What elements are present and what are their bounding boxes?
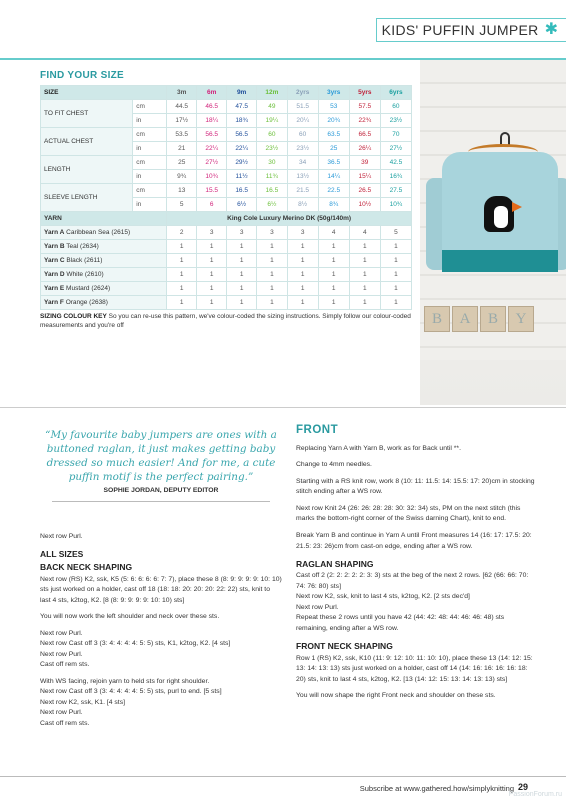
size-value-cell: 20¾ (318, 114, 349, 128)
yarn-row-label (41, 226, 167, 240)
yarn-letter: Yarn B (44, 243, 65, 250)
yarn-row (41, 240, 412, 254)
size-value-cell: 39 (349, 156, 380, 170)
instruction: Break Yarn B and continue in Yarn A until Front measures 14 (16: 17: 17.5: 20: 21.5: 23: 26)cm from cast-on edge, ending after a WS row. (296, 532, 532, 550)
key-text: So you can re-use this pattern, we've colour-coded the sizing instructions. Simply follow our colour-coded measurements and you're off (40, 313, 411, 330)
yarn-qty-cell: 3 (227, 226, 257, 240)
instruction: With WS facing, rejoin yarn to held sts for right shoulder. (40, 677, 210, 685)
size-value-cell: 6 (197, 198, 227, 212)
yarn-qty-cell: 1 (287, 268, 318, 282)
page-number: 29 (517, 782, 528, 792)
size-value-cell: 46.5 (197, 100, 227, 114)
size-table (40, 85, 412, 310)
yarn-letter: Yarn D (44, 271, 65, 278)
yarn-qty-cell: 1 (257, 240, 288, 254)
puffin-belly (494, 206, 508, 228)
yarn-qty-cell: 1 (257, 282, 288, 296)
yarn-qty-cell: 1 (227, 254, 257, 268)
yarn-qty-cell: 1 (167, 296, 197, 310)
instruction: Starting with a RS knit row, work 8 (10: 11: 11.5: 14: 15.5: 17: 20)cm in stocking stitch ending after a WS row. (296, 477, 535, 496)
yarn-qty-cell: 1 (167, 282, 197, 296)
size-row-label: ACTUAL CHEST (41, 128, 133, 156)
size-row (41, 156, 412, 170)
yarn-qty-cell: 1 (257, 296, 288, 310)
find-your-size-heading: FIND YOUR SIZE (40, 70, 125, 81)
yarn-name: King Cole Luxury Merino DK (50g/140m) (167, 212, 412, 226)
instruction: Next row Cast off 3 (3: 4: 4: 4: 4: 5: 5) sts, purl to end. [5 sts] (40, 688, 222, 696)
size-row (41, 100, 412, 114)
size-value-cell: 10¾ (197, 170, 227, 184)
yarn-qty-cell: 1 (197, 254, 227, 268)
size-section (40, 70, 412, 330)
instruction: Next row Purl. (40, 709, 83, 717)
page-title: KIDS' PUFFIN JUMPER (381, 22, 539, 38)
instruction: Next row Purl. (40, 629, 83, 637)
yarn-row (41, 268, 412, 282)
size-value-cell: 22¼ (197, 142, 227, 156)
size-row (41, 128, 412, 142)
size-value-cell: 10½ (349, 198, 380, 212)
key-title: SIZING COLOUR KEY (40, 313, 107, 320)
yarn-row (41, 254, 412, 268)
yarn-qty-cell: 1 (167, 268, 197, 282)
size-value-cell: 60 (380, 100, 411, 114)
size-value-cell: 47.5 (227, 100, 257, 114)
size-value-cell: 57.5 (349, 100, 380, 114)
yarn-qty-cell: 1 (227, 268, 257, 282)
size-value-cell: 60 (257, 128, 288, 142)
page-header (376, 18, 566, 42)
quote-author: SOPHIE JORDAN, DEPUTY EDITOR (103, 487, 219, 495)
yarn-qty-cell: 1 (197, 268, 227, 282)
size-value-cell: 44.5 (167, 100, 197, 114)
size-row-label: LENGTH (41, 156, 133, 184)
unit-cell: in (133, 170, 167, 184)
size-value-cell: 22¼ (227, 142, 257, 156)
yarn-letter: Yarn E (44, 285, 65, 292)
yarn-qty-cell: 1 (380, 254, 411, 268)
size-value-cell: 10¾ (380, 198, 411, 212)
yarn-row-label (41, 268, 167, 282)
yarn-qty-cell: 4 (318, 226, 349, 240)
size-value-cell: 23½ (380, 114, 411, 128)
yarn-qty-cell: 1 (257, 254, 288, 268)
yarn-qty-cell: 1 (257, 268, 288, 282)
yarn-desc: Orange (2638) (65, 299, 108, 306)
right-column (296, 422, 536, 708)
yarn-row-label (41, 282, 167, 296)
unit-cell: cm (133, 156, 167, 170)
yarn-qty-cell: 1 (287, 296, 318, 310)
size-value-cell: 29½ (227, 156, 257, 170)
size-col-9m: 9m (227, 86, 257, 100)
yarn-qty-cell: 4 (349, 226, 380, 240)
size-col-5yrs: 5yrs (349, 86, 380, 100)
block-1: B (424, 306, 450, 332)
size-value-cell: 26¼ (349, 142, 380, 156)
yarn-qty-cell: 1 (349, 296, 380, 310)
yarn-qty-cell: 1 (227, 240, 257, 254)
heading-raglan: RAGLAN SHAPING (296, 559, 374, 570)
size-value-cell: 23½ (257, 142, 288, 156)
footer-rule (0, 776, 566, 777)
yarn-qty-cell: 1 (287, 282, 318, 296)
instruction: Cast off 2 (2: 2: 2: 2: 2: 3: 3) sts at the beg of the next 2 rows. [62 (66: 66: 70: 74: 76: 80) sts] (296, 572, 529, 590)
size-col-2yrs: 2yrs (287, 86, 318, 100)
size-value-cell: 5 (167, 198, 197, 212)
yarn-qty-cell: 1 (349, 268, 380, 282)
yarn-qty-cell: 1 (227, 296, 257, 310)
heading-front-neck: FRONT NECK SHAPING (296, 641, 393, 652)
size-value-cell: 34 (287, 156, 318, 170)
subscribe-link[interactable]: Subscribe at www.gathered.how/simplyknitting (359, 784, 514, 793)
instruction: Next row Purl. (40, 532, 83, 540)
jumper-rib-band (442, 250, 558, 272)
size-value-cell: 27½ (380, 142, 411, 156)
size-value-cell: 17½ (167, 114, 197, 128)
size-value-cell: 30 (257, 156, 288, 170)
instruction: Next row (RS) K2, ssk, K5 (5: 6: 6: 6: 6: 7: 7), place these 8 (8: 9: 9: 9: 9: 10: 10) sts just worked on a holder, cast off 18 (18: 18: 20: 20: 20: 22: 22) sts, knit to last 4 sts, k2tog, K2. [8 (8: 9: 9: 9: 9: 10: 10) sts] (40, 575, 282, 604)
yarn-qty-cell: 1 (318, 296, 349, 310)
unit-cell: cm (133, 100, 167, 114)
size-value-cell: 6½ (227, 198, 257, 212)
size-value-cell: 63.5 (318, 128, 349, 142)
unit-cell: cm (133, 184, 167, 198)
instruction: Row 1 (RS) K2, ssk, K10 (11: 9: 12: 10: 11: 10: 10), place these 13 (14: 12: 15: 13: 14: 13: 13) sts just worked on a holder, cast off 14 (14: 16: 16: 16: 16: 18: 20) sts, knit to last 4 sts, k2tog, K2. [13 (14: 12: 15: 13: 14: 13: 13) sts] (296, 654, 533, 683)
yarn-qty-cell: 2 (167, 226, 197, 240)
instruction: Cast off rem sts. (40, 719, 90, 727)
size-value-cell: 20¼ (287, 114, 318, 128)
block-3: B (480, 306, 506, 332)
yarn-qty-cell: 1 (318, 268, 349, 282)
size-header-row (41, 86, 412, 100)
yarn-qty-cell: 1 (318, 240, 349, 254)
size-value-cell: 42.5 (380, 156, 411, 170)
size-value-cell: 27.5 (380, 184, 411, 198)
size-value-cell: 49 (257, 100, 288, 114)
puffin-beak (512, 202, 522, 212)
size-column-header: SIZE (41, 86, 167, 100)
yarn-qty-cell: 3 (197, 226, 227, 240)
sizing-colour-key (40, 312, 412, 330)
yarn-row (41, 296, 412, 310)
size-value-cell: 27½ (197, 156, 227, 170)
instruction: Next row Purl. (40, 650, 83, 658)
size-value-cell: 22.5 (318, 184, 349, 198)
yarn-desc: Black (2611) (66, 257, 103, 264)
size-row-label: SLEEVE LENGTH (41, 184, 133, 212)
size-value-cell: 21 (167, 142, 197, 156)
asterisk-icon: ✱ (544, 21, 558, 38)
yarn-qty-cell: 1 (287, 254, 318, 268)
yarn-qty-cell: 1 (380, 268, 411, 282)
yarn-qty-cell: 1 (197, 296, 227, 310)
size-row (41, 184, 412, 198)
baby-blocks (424, 306, 534, 332)
yarn-qty-cell: 1 (318, 282, 349, 296)
editor-quote: “My favourite baby jumpers are ones with a buttoned raglan, it just makes getting baby dressed so much easier! And for me, a cute puffin motif is the perfect pairing.” (45, 429, 277, 484)
yarn-letter: Yarn A (44, 229, 65, 236)
yarn-qty-cell: 3 (287, 226, 318, 240)
size-value-cell: 11¾ (257, 170, 288, 184)
size-value-cell: 8½ (287, 198, 318, 212)
yarn-qty-cell: 1 (287, 240, 318, 254)
size-value-cell: 13 (167, 184, 197, 198)
size-value-cell: 51.5 (287, 100, 318, 114)
quote-rule (52, 501, 270, 502)
instruction: You will now shape the right Front neck and shoulder on these sts. (296, 692, 496, 700)
size-value-cell: 56.5 (197, 128, 227, 142)
size-value-cell: 53.5 (167, 128, 197, 142)
watermark: PassionForum.ru (508, 791, 562, 798)
size-value-cell: 15.5 (197, 184, 227, 198)
size-value-cell: 60 (287, 128, 318, 142)
size-value-cell: 16.5 (257, 184, 288, 198)
yarn-qty-cell: 1 (380, 282, 411, 296)
heading-back-neck: BACK NECK SHAPING (40, 562, 133, 573)
yarn-qty-cell: 1 (197, 282, 227, 296)
size-value-cell: 23½ (287, 142, 318, 156)
yarn-row (41, 226, 412, 240)
size-col-3m: 3m (167, 86, 197, 100)
yarn-desc: Teal (2634) (66, 243, 99, 250)
size-value-cell: 53 (318, 100, 349, 114)
instruction: Next row Cast off 3 (3: 4: 4: 4: 4: 5: 5) sts, K1, k2tog, K2. [4 sts] (40, 640, 231, 648)
size-value-cell: 9¾ (167, 170, 197, 184)
yarn-qty-cell: 1 (349, 240, 380, 254)
yarn-qty-cell: 1 (349, 282, 380, 296)
instruction: Next row K2, ssk, knit to last 4 sts, k2tog, K2. [2 sts dec'd] (296, 593, 470, 601)
yarn-row-label (41, 296, 167, 310)
yarn-qty-cell: 1 (227, 282, 257, 296)
instruction: Repeat these 2 rows until you have 42 (44: 42: 48: 44: 46: 46: 48) sts remaining, ending after a WS row. (296, 614, 505, 632)
yarn-header-row (41, 212, 412, 226)
yarn-qty-cell: 1 (167, 254, 197, 268)
unit-cell: in (133, 198, 167, 212)
unit-cell: in (133, 114, 167, 128)
yarn-row-label (41, 254, 167, 268)
section-divider (0, 407, 566, 408)
yarn-desc: White (2610) (66, 271, 104, 278)
yarn-desc: Mustard (2624) (66, 285, 111, 292)
jumper-photo (420, 60, 566, 405)
yarn-qty-cell: 3 (257, 226, 288, 240)
size-value-cell: 18¼ (197, 114, 227, 128)
size-value-cell: 13½ (287, 170, 318, 184)
instruction: Replacing Yarn A with Yarn B, work as for Back until **. (296, 444, 461, 452)
yarn-row-label (41, 240, 167, 254)
size-value-cell: 25 (167, 156, 197, 170)
instruction: Next row K2, ssk, K1. [4 sts] (40, 698, 125, 706)
yarn-qty-cell: 5 (380, 226, 411, 240)
size-row-label: TO FIT CHEST (41, 100, 133, 128)
size-value-cell: 16.5 (227, 184, 257, 198)
size-value-cell: 6½ (257, 198, 288, 212)
instruction: Next row Purl. (296, 603, 339, 611)
yarn-qty-cell: 1 (167, 240, 197, 254)
yarn-letter: Yarn F (44, 299, 64, 306)
instruction: You will now work the left shoulder and neck over these sts. (40, 613, 220, 621)
unit-cell: cm (133, 128, 167, 142)
size-value-cell: 8¾ (318, 198, 349, 212)
size-col-6yrs: 6yrs (380, 86, 411, 100)
left-column (40, 422, 282, 730)
size-value-cell: 25 (318, 142, 349, 156)
size-value-cell: 22¾ (349, 114, 380, 128)
size-value-cell: 15¼ (349, 170, 380, 184)
size-value-cell: 56.5 (227, 128, 257, 142)
unit-cell: in (133, 142, 167, 156)
size-col-3yrs: 3yrs (318, 86, 349, 100)
size-value-cell: 16¾ (380, 170, 411, 184)
yarn-qty-cell: 1 (380, 296, 411, 310)
block-4: Y (508, 306, 534, 332)
instruction: Change to 4mm needles. (296, 461, 372, 469)
instruction: Cast off rem sts. (40, 661, 90, 669)
size-value-cell: 66.5 (349, 128, 380, 142)
size-value-cell: 70 (380, 128, 411, 142)
yarn-qty-cell: 1 (318, 254, 349, 268)
size-value-cell: 18¾ (227, 114, 257, 128)
size-value-cell: 14¼ (318, 170, 349, 184)
size-col-12m: 12m (257, 86, 288, 100)
size-value-cell: 36.5 (318, 156, 349, 170)
block-2: A (452, 306, 478, 332)
size-col-6m: 6m (197, 86, 227, 100)
yarn-qty-cell: 1 (197, 240, 227, 254)
yarn-qty-cell: 1 (349, 254, 380, 268)
yarn-qty-cell: 1 (380, 240, 411, 254)
size-value-cell: 21.5 (287, 184, 318, 198)
size-value-cell: 11½ (227, 170, 257, 184)
instruction: Next row Knit 24 (26: 26: 28: 28: 30: 32: 34) sts, PM on the next stitch (this marks the bottom-right corner of the Swiss darning Chart), knit to end. (296, 504, 521, 523)
page-footer (0, 776, 566, 800)
heading-all-sizes: ALL SIZES (40, 549, 84, 560)
yarn-row (41, 282, 412, 296)
yarn-label: YARN (41, 212, 167, 226)
size-value-cell: 26.5 (349, 184, 380, 198)
heading-front: FRONT (296, 424, 339, 436)
size-value-cell: 19¼ (257, 114, 288, 128)
yarn-desc: Caribbean Sea (2615) (66, 229, 131, 236)
yarn-letter: Yarn C (44, 257, 65, 264)
